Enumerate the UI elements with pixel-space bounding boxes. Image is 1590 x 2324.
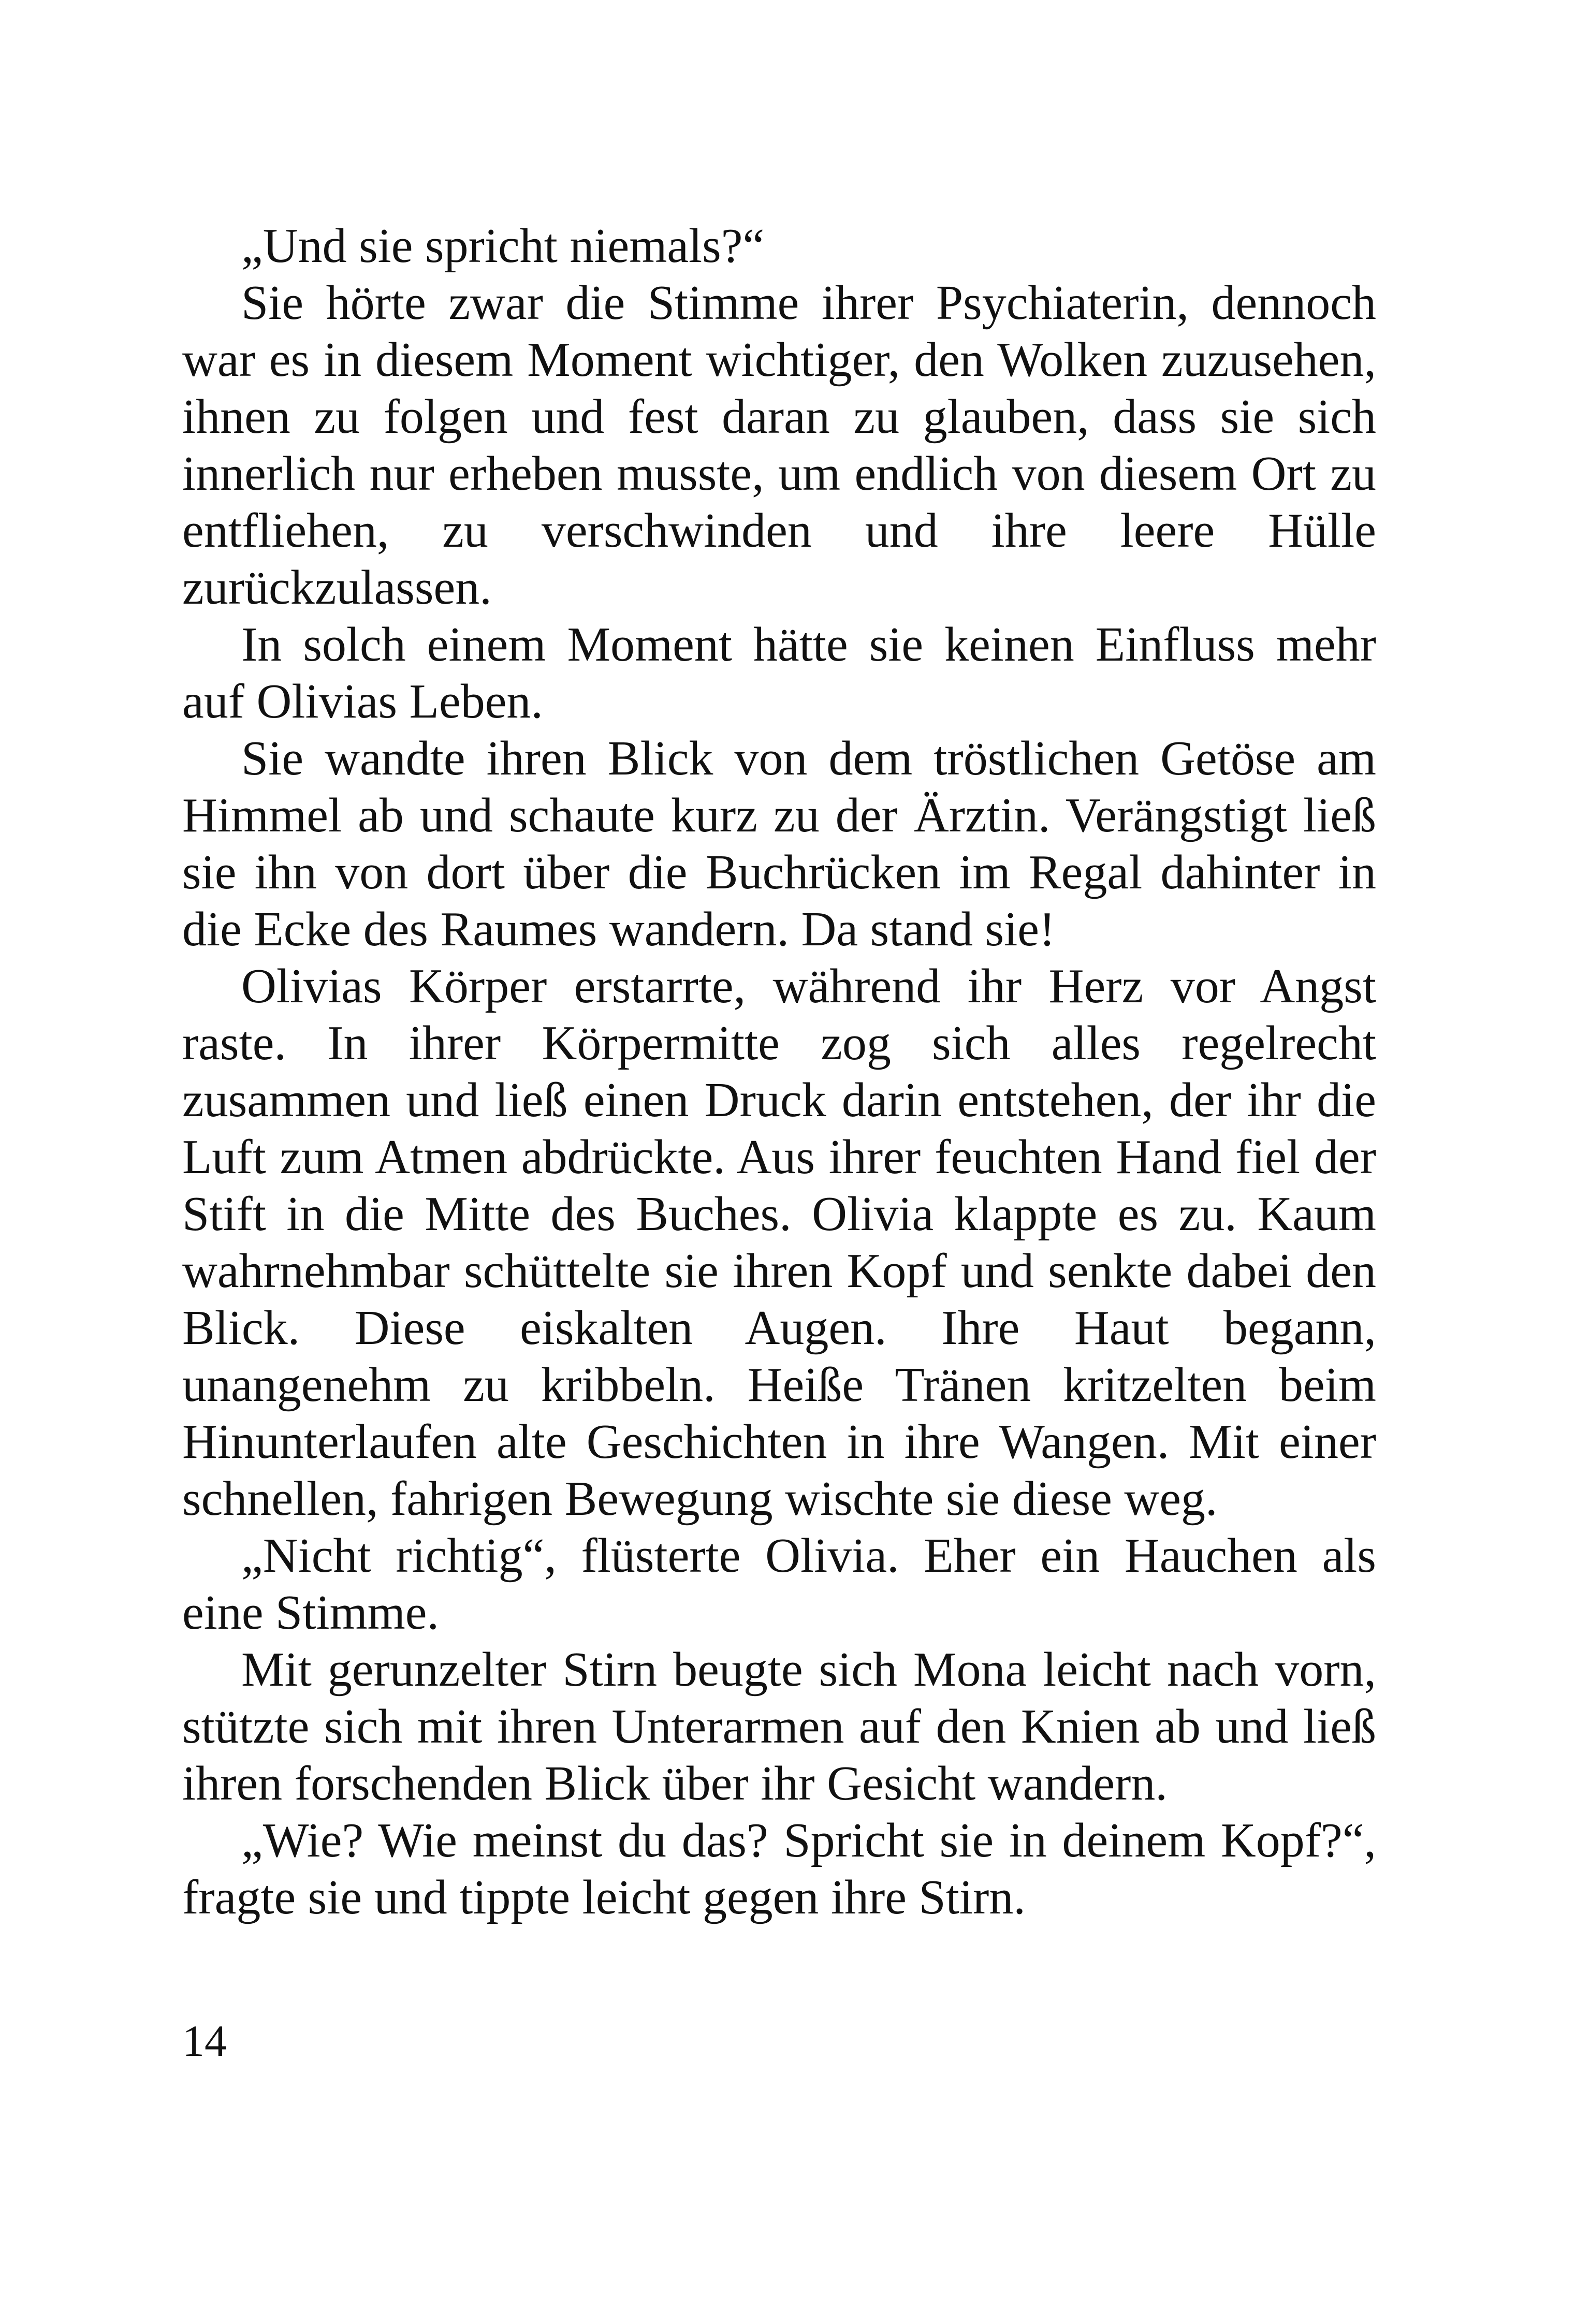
paragraph: Olivias Körper erstarrte, während ihr Herz vor Angst raste. In ihrer Körpermitte zog sich alles regelrecht zusammen und ließ einen Druck darin entstehen, der ihr die Luft zum Atmen abdrückte. Aus ihrer feuchten Hand fiel der Stift in die Mitte des Buches. Olivia klappte es zu. Kaum wahrnehmbar schüttelte sie ihren Kopf und senkte dabei den Blick. Diese eiskalten Augen. Ihre Haut begann, unangenehm zu kribbeln. Heiße Tränen kritzelten beim Hinunterlaufen alte Geschichten in ihre Wangen. Mit einer schnellen, fahrigen Bewegung wischte sie diese weg. bbox=[182, 959, 1376, 1526]
paragraph: In solch einem Moment hätte sie keinen Einfluss mehr auf Olivias Leben. bbox=[182, 618, 1376, 728]
paragraph: „Wie? Wie meinst du das? Spricht sie in deinem Kopf?“, fragte sie und tippte leicht gegen ihre Stirn. bbox=[182, 1814, 1376, 1924]
body-text bbox=[182, 217, 1376, 1926]
paragraph: „Nicht richtig“, flüsterte Olivia. Eher ein Hauchen als eine Stimme. bbox=[182, 1529, 1376, 1640]
page-number: 14 bbox=[182, 2016, 227, 2066]
paragraph: Sie hörte zwar die Stimme ihrer Psychiaterin, dennoch war es in diesem Moment wichtiger, den Wolken zuzusehen, ihnen zu folgen und fest daran zu glauben, dass sie sich innerlich nur erheben musste, um endlich von diesem Ort zu entfliehen, zu verschwinden und ihre leere Hülle zurückzulassen. bbox=[182, 276, 1376, 615]
paragraph: Sie wandte ihren Blick von dem tröstlichen Getöse am Himmel ab und schaute kurz zu der Ärztin. Verängstigt ließ sie ihn von dort über die Buchrücken im Regal dahinter in die Ecke des Raumes wandern. Da stand sie! bbox=[182, 732, 1376, 956]
paragraph: Mit gerunzelter Stirn beugte sich Mona leicht nach vorn, stützte sich mit ihren Unterarmen auf den Knien ab und ließ ihren forschenden Blick über ihr Gesicht wandern. bbox=[182, 1643, 1376, 1810]
paragraph: „Und sie spricht niemals?“ bbox=[241, 219, 765, 273]
